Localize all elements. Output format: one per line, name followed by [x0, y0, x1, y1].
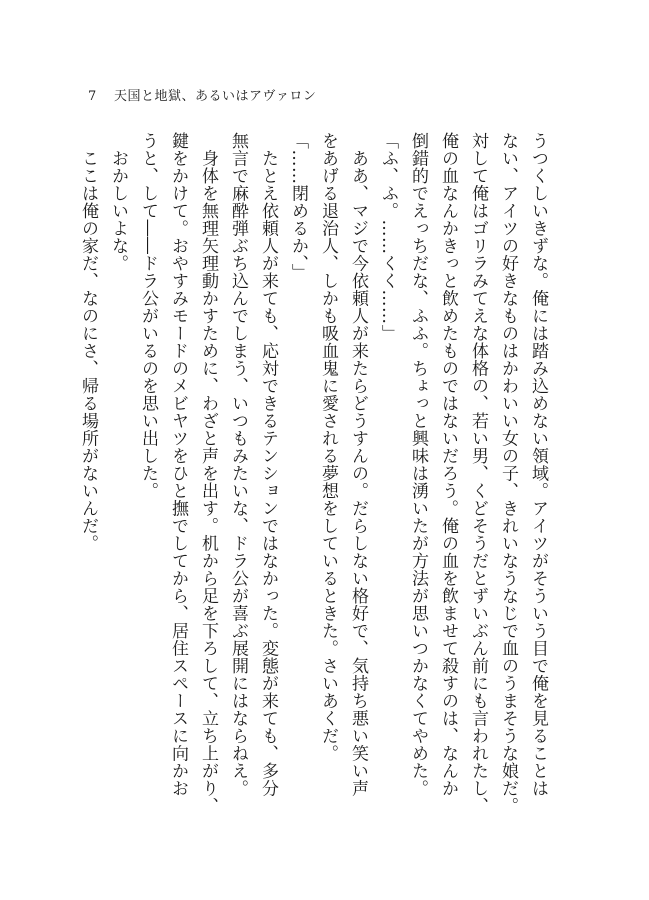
text-line: 対して俺はゴリラみてえな体格の、若い男、くどそうだとずいぶん前にも言われたし、	[468, 132, 488, 815]
text-line: ああ、マジで今依頼人が来たらどうすんの。だらしない格好で、気持ち悪い笑い声	[348, 132, 368, 797]
text-line: うつくしいきずな。俺には踏み込めない領域。アイツがそういう目で俺を見ることは	[528, 132, 548, 797]
dialogue-line: 「ふ、ふ。……くく……」	[378, 132, 398, 342]
page-number: 7	[88, 89, 97, 104]
text-line: をあげる退治人、しかも吸血鬼に愛される夢想をしているときた。さいあくだ。	[318, 132, 338, 762]
text-line: 身体を無理矢理動かすために、わざと声を出す。机から足を下ろして、立ち上がり、	[198, 132, 218, 815]
text-line: うと、して――ドラ公がいるのを思い出した。	[138, 132, 158, 500]
text-line: おかしいよな。	[108, 132, 128, 272]
running-title: 天国と地獄、あるいはアヴァロン	[114, 89, 317, 104]
text-line: ここは俺の家だ、なのにさ、帰る場所がないんだ。	[78, 132, 98, 552]
vertical-body-text	[73, 132, 553, 815]
dialogue-line: 「……閉めるか、」	[288, 132, 308, 281]
text-line: 無言で麻酔弾ぶち込んでしまう、いつもみたいな、ドラ公が喜ぶ展開にはならねえ。	[228, 132, 248, 797]
running-header	[88, 88, 316, 106]
text-line: たとえ依頼人が来ても、応対できるテンションではなかった。変態が来ても、多分	[258, 132, 278, 797]
text-line: ない、アイツの好きなものはかわいい女の子、きれいなうなじで血のうまそうな娘だ。	[498, 132, 518, 815]
text-line: 倒錯的でえっちだな、ふふ。ちょっと興味は湧いたが方法が思いつかなくてやめた。	[408, 132, 428, 797]
text-line: 鍵をかけて。おやすみモードのメビヤツをひと撫でしてから、居住スペースに向かお	[168, 132, 188, 797]
text-line: 俺の血なんかきっと飲めたものではないだろう。俺の血を飲ませて殺すのは、なんか	[438, 132, 458, 797]
